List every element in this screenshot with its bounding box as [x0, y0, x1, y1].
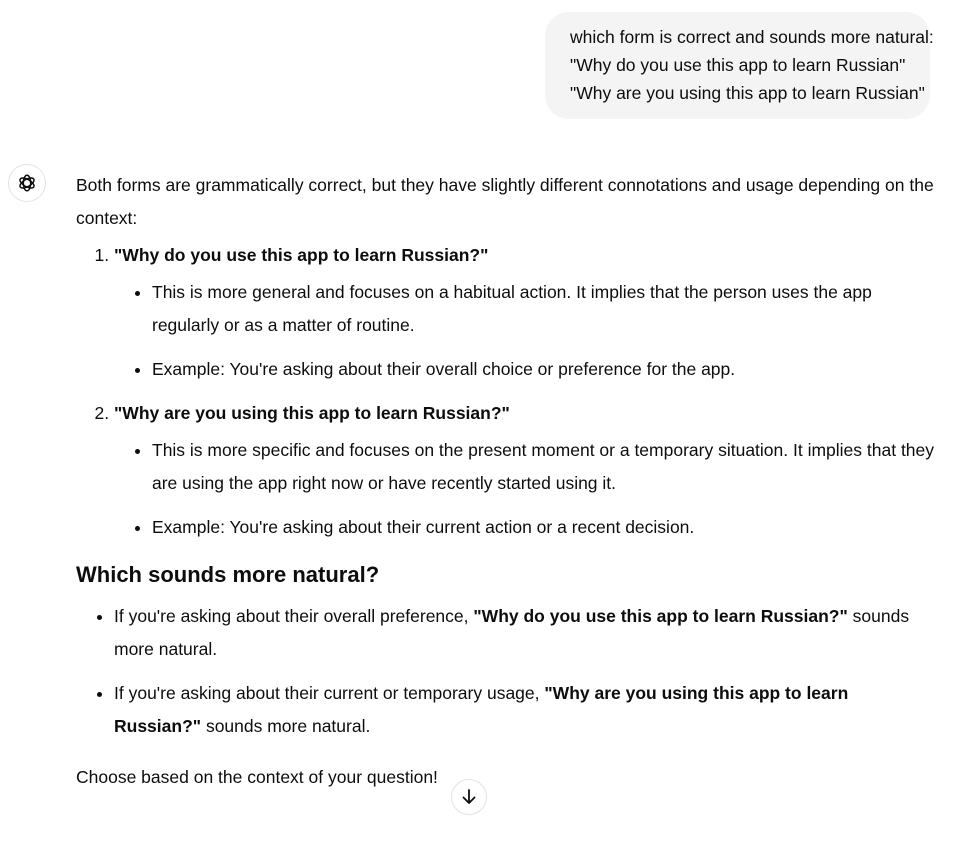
- list-item: [114, 239, 936, 386]
- user-message-line: "Why do you use this app to learn Russian": [570, 55, 906, 75]
- natural-list: [76, 600, 936, 743]
- list-item: • This is more specific and focuses on the present moment or a temporary situation. It implies that they are using the app right now or have recently started using it.: [152, 434, 936, 500]
- list-item: [114, 677, 936, 743]
- text: sounds more natural.: [114, 606, 910, 659]
- user-message-line: "Why are you using this app to learn Russian": [570, 83, 925, 103]
- item-title: 1. "Why do you use this app to learn Russian?": [114, 245, 489, 265]
- item-title: 2. "Why are you using this app to learn Russian?": [114, 403, 510, 423]
- list-item: • This is more general and focuses on a habitual action. It implies that the person uses the app regularly or as a matter of routine.: [152, 276, 936, 342]
- openai-logo-icon: [16, 172, 38, 194]
- text: If you're asking about their current or temporary usage,: [114, 683, 545, 703]
- section-heading: Which sounds more natural?: [76, 562, 380, 587]
- intro-paragraph: Both forms are grammatically correct, but they have slightly different connotations and usage depending on the context:: [76, 175, 934, 228]
- assistant-avatar: [8, 164, 46, 202]
- assistant-message: [76, 169, 936, 794]
- list-item: [114, 600, 936, 666]
- list-item: • Example: You're asking about their overall choice or preference for the app.: [152, 353, 936, 386]
- text: If you're asking about their overall preference,: [114, 606, 474, 626]
- bold-text: "Why do you use this app to learn Russian?": [473, 606, 848, 626]
- user-message-line: which form is correct and sounds more natural:: [570, 27, 934, 47]
- scroll-to-bottom-button[interactable]: [451, 779, 487, 815]
- bold-text: "Why are you using this app to learn Russian?": [114, 683, 849, 736]
- user-message-bubble: [545, 12, 934, 119]
- arrow-down-icon: [460, 788, 478, 806]
- text: sounds more natural.: [201, 716, 371, 736]
- closing-paragraph: Choose based on the context of your question!: [76, 767, 438, 787]
- list-item: [114, 397, 936, 544]
- list-item: • Example: You're asking about their current action or a recent decision.: [152, 511, 936, 544]
- comparison-list: [76, 239, 936, 544]
